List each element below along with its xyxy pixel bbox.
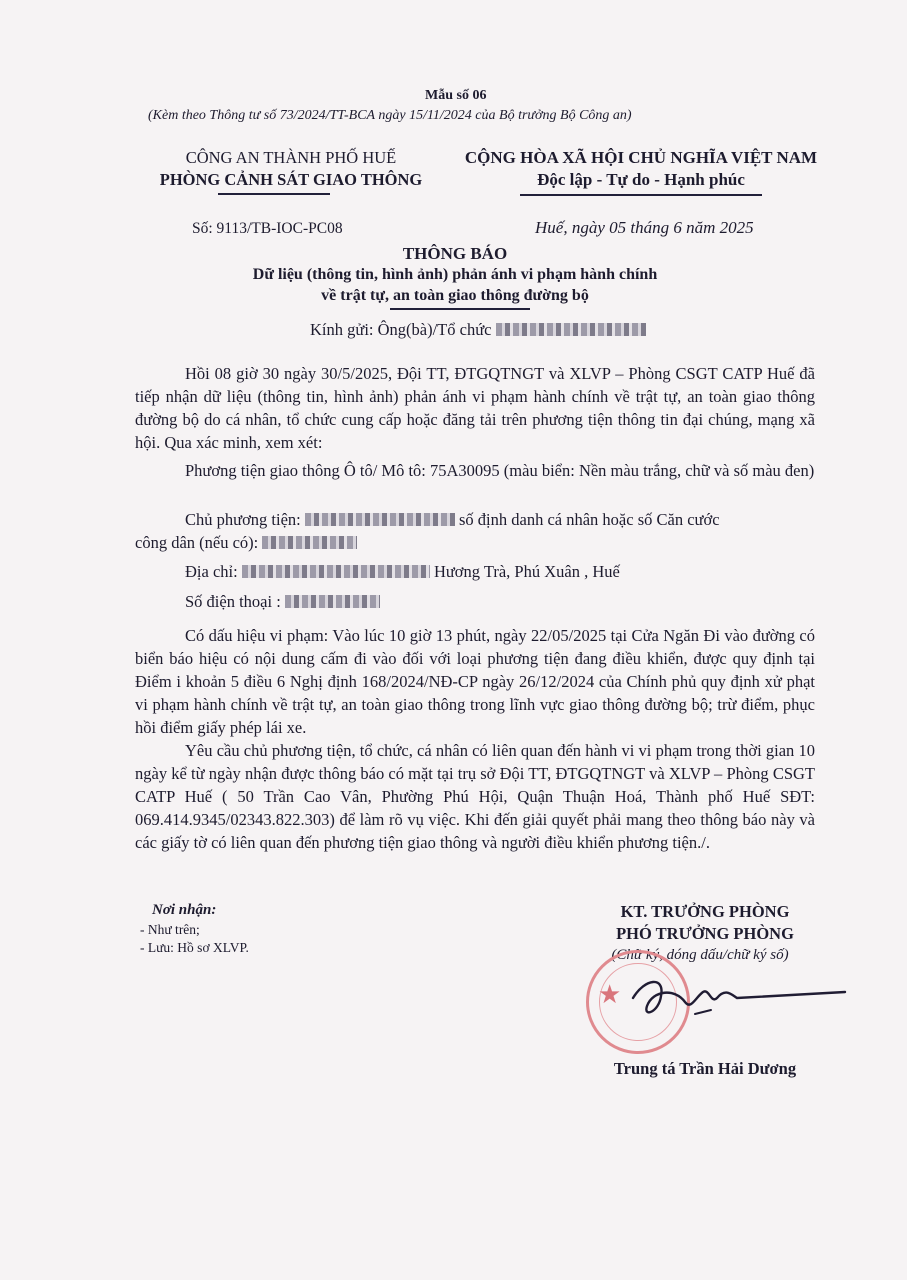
address-line	[185, 562, 620, 582]
redacted-phone	[285, 595, 380, 608]
nation-motto: Độc lập - Tự do - Hạnh phúc	[537, 170, 745, 189]
form-note: (Kèm theo Thông tư số 73/2024/TT-BCA ngày 15/11/2024 của Bộ trưởng Bộ Công an)	[148, 108, 632, 123]
redacted-recipient	[496, 323, 646, 336]
recipient-label: Kính gửi: Ông(bà)/Tổ chức	[310, 320, 492, 339]
nation-name: CỘNG HÒA XÃ HỘI CHỦ NGHĨA VIỆT NAM	[464, 148, 818, 167]
receiver-item-2: - Lưu: Hồ sơ XLVP.	[140, 940, 249, 955]
intro-paragraph: Hồi 08 giờ 30 ngày 30/5/2025, Đội TT, ĐTGQTNGT và XLVP – Phòng CSGT CATP Huế đã tiếp nhận dữ liệu (thông tin, hình ảnh) phản ánh vi phạm hành chính về trật tự, an toàn giao thông đường bộ do cá nhân, tổ chức cung cấp hoặc đăng tải trên phương tiện thông tin đại chúng, mạng xã hội. Qua xác minh, xem xét:	[135, 364, 815, 452]
signer-title-1: KT. TRƯỞNG PHÒNG	[620, 902, 790, 921]
signer-title-2: PHÓ TRƯỞNG PHÒNG	[616, 924, 794, 943]
redacted-address	[242, 565, 430, 578]
redacted-id	[262, 536, 357, 549]
agency-name: CÔNG AN THÀNH PHỐ HUẾ	[185, 148, 397, 167]
subtitle-underline	[390, 308, 530, 310]
recipient-line	[310, 320, 646, 340]
handwritten-signature	[625, 968, 850, 1028]
owner-id-label-2: công dân (nếu có):	[135, 533, 259, 552]
document-title: THÔNG BÁO	[402, 244, 508, 263]
place-date: Huế, ngày 05 tháng 6 năm 2025	[535, 218, 754, 237]
signer-note: (Chữ ký, dóng dấu/chữ ký số)	[611, 947, 789, 963]
receivers-heading: Nơi nhận:	[152, 902, 217, 918]
phone-label: Số điện thoại :	[185, 592, 281, 611]
document-subtitle-2: về trật tự, an toàn giao thông đường bộ	[321, 287, 589, 304]
vehicle-paragraph: Phương tiện giao thông Ô tô/ Mô tô: 75A30095 (màu biển: Nền màu trắng, chữ và số màu đen)	[185, 461, 815, 480]
request-paragraph: Yêu cầu chủ phương tiện, tổ chức, cá nhân có liên quan đến hành vi vi phạm trong thời gian 10 ngày kể từ ngày nhận được thông báo có mặt tại trụ sở Đội TT, ĐTGQTNGT và XLVP – Phòng CSGT CATP Huế ( 50 Trần Cao Vân, Phường Phú Hội, Quận Thuận Hoá, Thành phố Huế SĐT: 069.414.9345/02343.822.303) để làm rõ vụ việc. Khi đến giải quyết phải mang theo thông báo này và các giấy tờ có liên quan đến phương tiện giao thông và người điều khiển phương tiện./.	[135, 741, 815, 852]
document-number: Số: 9113/TB-IOC-PC08	[192, 220, 343, 237]
phone-line	[185, 592, 380, 612]
owner-line	[185, 510, 720, 530]
agency-department: PHÒNG CẢNH SÁT GIAO THÔNG	[159, 170, 423, 189]
address-label: Địa chỉ:	[185, 562, 238, 581]
receiver-item-1: - Như trên;	[140, 922, 200, 937]
address-tail: Hương Trà, Phú Xuân , Huế	[433, 562, 620, 581]
signer-name: Trung tá Trần Hải Dương	[613, 1059, 797, 1078]
agency-underline	[218, 193, 330, 195]
violation-paragraph: Có dấu hiệu vi phạm: Vào lúc 10 giờ 13 phút, ngày 22/05/2025 tại Cửa Ngăn Đi vào đường có biển báo hiệu có nội dung cấm đi vào đối với loại phương tiện đang điều khiển, được quy định tại Điểm i khoản 5 điều 6 Nghị định 168/2024/NĐ-CP ngày 26/12/2024 của Chính phủ quy định xử phạt vi phạm hành chính về trật tự, an toàn giao thông trong lĩnh vực giao thông đường bộ; trừ điểm, phục hồi điểm giấy phép lái xe.	[135, 626, 815, 737]
motto-underline	[520, 194, 762, 196]
owner-label: Chủ phương tiện:	[185, 510, 301, 529]
owner-id-line	[135, 533, 357, 553]
seal-star-icon: ★	[598, 980, 622, 1009]
document-subtitle-1: Dữ liệu (thông tin, hình ảnh) phản ánh vi phạm hành chính	[252, 266, 658, 283]
redacted-owner	[305, 513, 455, 526]
form-number: Mẫu số 06	[425, 88, 487, 103]
owner-id-label: số định danh cá nhân hoặc số Căn cước	[459, 510, 720, 529]
